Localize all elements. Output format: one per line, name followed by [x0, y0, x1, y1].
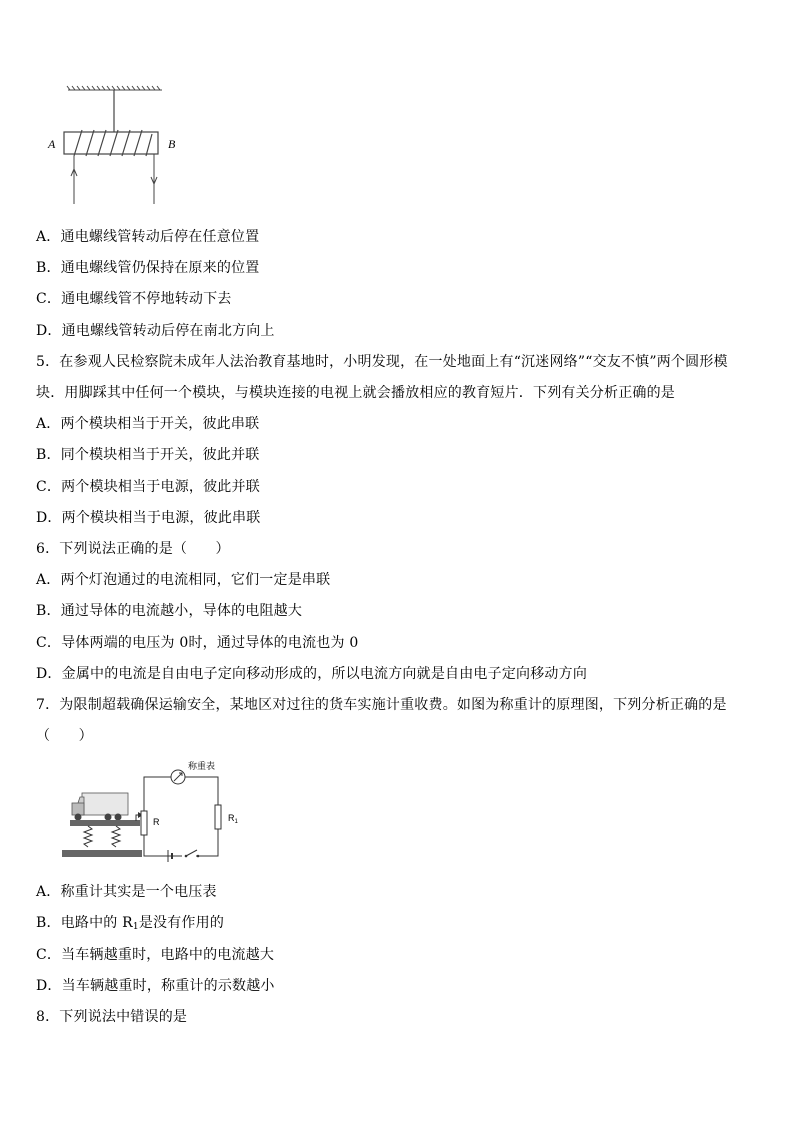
q7-option-b-post: 是没有作用的 — [138, 915, 225, 931]
q5-stem-line1: 5．在参观人民检察院未成年人法治教育基地时，小明发现，在一处地面上有“沉迷网络”“交友不慎”两个圆形模 — [36, 354, 728, 370]
q6-option-c: C．导体两端的电压为 0时，通过导体的电流也为 0 — [36, 635, 359, 651]
q5-option-b: B．同个模块相当于开关，彼此并联 — [36, 447, 260, 463]
q4-option-d: D．通电螺线管转动后停在南北方向上 — [36, 323, 275, 339]
end-label-b: B — [168, 137, 176, 151]
q7-option-d: D．当车辆越重时，称重计的示数越小 — [36, 978, 275, 994]
q7-stem-line2: （ ） — [36, 728, 93, 744]
q5-stem-line2: 块．用脚踩其中任何一个模块，与模块连接的电视上就会播放相应的教育短片．下列有关分析正确的是 — [36, 385, 675, 401]
weighing-circuit-figure — [58, 757, 258, 862]
resistor-r1-label: $R_1$ — [228, 813, 238, 825]
q4-option-c: C．通电螺线管不停地转动下去 — [36, 291, 232, 307]
q6-option-d: D．金属中的电流是自由电子定向移动形成的，所以电流方向就是自由电子定向移动方向 — [36, 666, 588, 682]
q5-option-d: D．两个模块相当于电源，彼此串联 — [36, 510, 261, 526]
q4-option-b: B．通电螺线管仍保持在原来的位置 — [36, 260, 260, 276]
weighing-platform — [70, 820, 140, 826]
q7-option-b-pre: B．电路中的 R — [36, 915, 133, 931]
end-label-a: A — [48, 137, 56, 151]
resistor-r-label: R — [153, 817, 160, 827]
spring-left — [84, 826, 92, 847]
q7-option-b-sub: 1 — [132, 922, 139, 932]
q7-option-c: C．当车辆越重时，电路中的电流越大 — [36, 947, 275, 963]
switch-icon — [185, 850, 200, 857]
q8-stem: 8．下列说法中错误的是 — [36, 1009, 188, 1025]
solenoid-figure — [46, 82, 196, 207]
meter-label: 称重表 — [188, 762, 216, 772]
q6-option-b: B．通过导体的电流越小，导体的电阻越大 — [36, 603, 303, 619]
solenoid-coil — [74, 130, 152, 156]
q7-option-b — [36, 913, 224, 937]
truck-icon — [72, 793, 128, 821]
spring-right — [112, 826, 120, 847]
q5-option-c: C．两个模块相当于电源，彼此并联 — [36, 479, 260, 495]
ceiling — [67, 86, 162, 90]
q5-option-a: A．两个模块相当于开关，彼此串联 — [36, 416, 260, 432]
q7-stem-line1: 7．为限制超载确保运输安全，某地区对过往的货车实施计重收费。如图为称重计的原理图，下列分析正确的是 — [36, 697, 727, 713]
q6-option-a: A．两个灯泡通过的电流相同，它们一定是串联 — [36, 572, 331, 588]
base-plate — [62, 850, 142, 857]
q6-stem: 6．下列说法正确的是（ ） — [36, 541, 230, 557]
q4-option-a: A．通电螺线管转动后停在任意位置 — [36, 229, 260, 245]
resistor-r — [141, 811, 147, 835]
q7-option-a: A．称重计其实是一个电压表 — [36, 884, 217, 900]
resistor-r1 — [215, 805, 221, 829]
